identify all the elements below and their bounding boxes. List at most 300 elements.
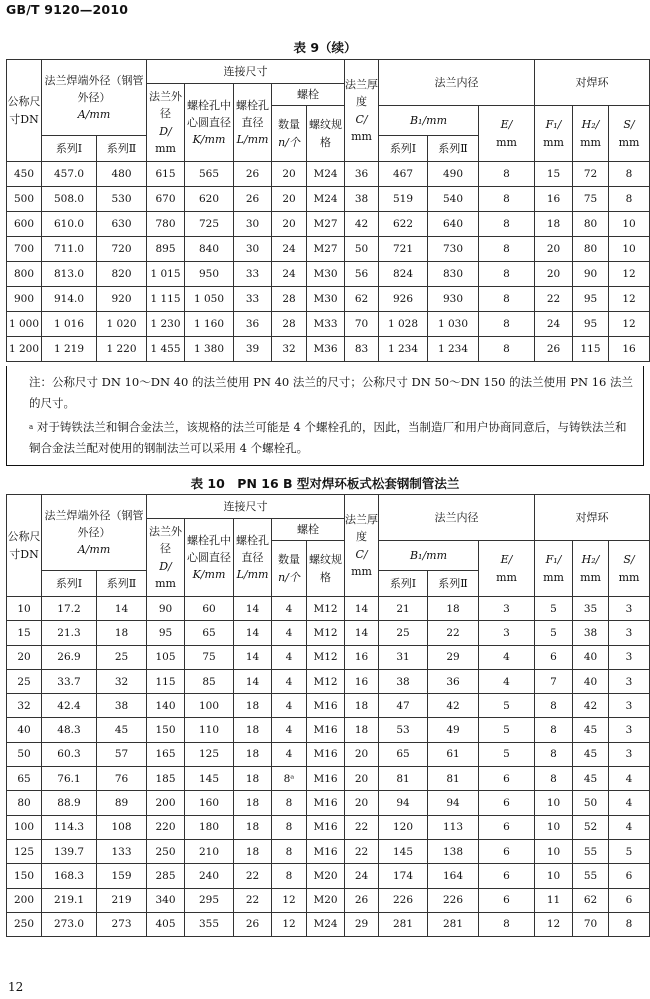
table-cell: 29	[345, 912, 379, 936]
table-cell: 120	[379, 815, 428, 839]
table-cell: 6	[479, 791, 535, 815]
s-sym: S/	[623, 553, 635, 567]
table-cell: 1 115	[147, 287, 185, 312]
table-cell: 25	[7, 669, 42, 693]
table-cell: 150	[147, 718, 185, 742]
table-cell: 1 030	[428, 312, 479, 337]
table-cell: 185	[147, 767, 185, 791]
table-cell: 220	[147, 815, 185, 839]
s-unit: mm	[618, 135, 640, 149]
dn-header: 公称尺寸DN	[7, 60, 42, 162]
table-cell: 8	[272, 839, 307, 863]
table-cell: 14	[234, 621, 272, 645]
table-cell: 3	[479, 621, 535, 645]
table-cell: 295	[185, 888, 234, 912]
table-row	[7, 287, 650, 312]
pipe-od-unit: A/mm	[77, 543, 111, 557]
table-cell: 18	[234, 791, 272, 815]
table-cell: 57	[97, 742, 147, 766]
table-cell: 6	[479, 767, 535, 791]
table-cell: M16	[307, 791, 345, 815]
table-cell: M12	[307, 621, 345, 645]
table-cell: 7	[535, 669, 573, 693]
table-cell: 28	[272, 312, 307, 337]
bore-header: 法兰内径	[379, 495, 535, 541]
table-cell: M33	[307, 312, 345, 337]
table-cell: 25	[379, 621, 428, 645]
thickness-sym: C/	[355, 547, 368, 561]
table-cell: 38	[97, 694, 147, 718]
e-header	[479, 541, 535, 597]
table-row	[7, 337, 650, 362]
table-cell: 273	[97, 912, 147, 936]
note-main: 注：公称尺寸 DN 10～DN 40 的法兰使用 PN 40 法兰的尺寸；公称尺寸 DN 50～DN 150 的法兰使用 PN 16 法兰的尺寸。	[29, 375, 634, 410]
table-cell: 75	[185, 645, 234, 669]
table-cell: M36	[307, 337, 345, 362]
table-cell: 3	[609, 645, 650, 669]
table-cell: 14	[345, 621, 379, 645]
table-cell: 15	[535, 162, 573, 187]
table-cell: 5	[479, 694, 535, 718]
standard-number: GB/T 9120—2010	[6, 2, 129, 17]
table-cell: 42	[573, 694, 609, 718]
table-cell: 76	[97, 767, 147, 791]
table-cell: 8	[272, 815, 307, 839]
table-cell: 1 200	[7, 337, 42, 362]
series-1-header: 系列Ⅰ	[42, 571, 97, 597]
table-cell: 113	[428, 815, 479, 839]
table-cell: 56	[345, 262, 379, 287]
footnote-text: 对于铸铁法兰和铜合金法兰，该规格的法兰可能是 4 个螺栓孔的，因此，当制造厂和用户协商同意后，与铸铁法兰和铜合金法兰配对使用的钢制法兰可以采用 4 个螺栓孔。	[29, 420, 627, 455]
table-cell: 10	[535, 791, 573, 815]
f-unit: mm	[543, 570, 564, 584]
table-cell: 219.1	[42, 888, 97, 912]
table-cell: M24	[307, 912, 345, 936]
table-cell: 20	[272, 162, 307, 187]
ring-header: 对焊环	[535, 495, 650, 541]
table-cell: 457.0	[42, 162, 97, 187]
bolt-circle-label: 螺栓孔中心圆直径	[187, 98, 231, 129]
table-cell: 12	[609, 262, 650, 287]
table-cell: 8	[609, 162, 650, 187]
table-cell: 85	[185, 669, 234, 693]
table-cell: 53	[379, 718, 428, 742]
table-cell: 49	[428, 718, 479, 742]
thickness-header	[345, 60, 379, 162]
table-row	[7, 742, 650, 766]
table-9-body	[7, 162, 650, 362]
table-cell: 8	[479, 212, 535, 237]
table-10-caption: 表 10 PN 16 B 型对焊环板式松套钢制管法兰	[190, 476, 460, 491]
table-cell: 70	[573, 912, 609, 936]
table-cell: 94	[379, 791, 428, 815]
table-cell: 89	[97, 791, 147, 815]
table-cell: 165	[147, 742, 185, 766]
flange-od-header	[147, 84, 185, 162]
h-sym: H₂/	[581, 553, 600, 567]
table-row	[7, 312, 650, 337]
table-cell: 26	[234, 187, 272, 212]
bolt-hole-sym: L/mm	[236, 568, 269, 582]
table-cell: 80	[573, 237, 609, 262]
table-row	[7, 839, 650, 863]
bore-series-2-header: 系列Ⅱ	[428, 136, 479, 162]
table-cell: 65	[7, 767, 42, 791]
table-cell: M27	[307, 237, 345, 262]
table-cell: 80	[573, 212, 609, 237]
table-cell: 600	[7, 212, 42, 237]
table-cell: 12	[609, 287, 650, 312]
table-10	[6, 494, 650, 937]
table-cell: 31	[379, 645, 428, 669]
bolt-hole-header	[234, 84, 272, 162]
table-cell: 24	[272, 262, 307, 287]
table-cell: 8	[479, 162, 535, 187]
table-row	[7, 187, 650, 212]
table-cell: 5	[535, 597, 573, 621]
table-cell: 14	[234, 597, 272, 621]
table-cell: 4	[272, 645, 307, 669]
bolt-hole-header	[234, 519, 272, 597]
table-cell: 174	[379, 864, 428, 888]
table-cell: 164	[428, 864, 479, 888]
table-cell: 3	[609, 694, 650, 718]
table-row	[7, 162, 650, 187]
table-cell: 226	[379, 888, 428, 912]
table-cell: 145	[185, 767, 234, 791]
table-cell: 450	[7, 162, 42, 187]
bolt-hole-label: 螺栓孔直径	[236, 98, 269, 129]
table-cell: 8	[479, 912, 535, 936]
table-cell: 39	[234, 337, 272, 362]
table-row	[7, 718, 650, 742]
table-cell: 200	[147, 791, 185, 815]
table-cell: 26.9	[42, 645, 97, 669]
table-cell: 8	[535, 767, 573, 791]
table-cell: 139.7	[42, 839, 97, 863]
table-cell: 1 160	[185, 312, 234, 337]
pipe-od-label: 法兰焊端外径（钢管外径）	[44, 508, 144, 539]
table-9-notes	[6, 366, 644, 466]
table-cell: 42	[428, 694, 479, 718]
table-cell: 4	[272, 742, 307, 766]
table-cell: 40	[573, 645, 609, 669]
table-cell: 720	[97, 237, 147, 262]
table-cell: 90	[573, 262, 609, 287]
table-cell: 14	[97, 597, 147, 621]
table-cell: 108	[97, 815, 147, 839]
table-cell: M12	[307, 669, 345, 693]
table-row	[7, 597, 650, 621]
table-cell: 20	[272, 212, 307, 237]
table-cell: 3	[609, 718, 650, 742]
table-cell: 159	[97, 864, 147, 888]
table-cell: 6	[479, 815, 535, 839]
table-cell: 830	[428, 262, 479, 287]
table-cell: 4	[272, 718, 307, 742]
table-cell: 47	[379, 694, 428, 718]
table-cell: 145	[379, 839, 428, 863]
table-cell: 640	[428, 212, 479, 237]
e-sym: E/	[500, 553, 513, 567]
table-cell: 28	[272, 287, 307, 312]
table-cell: 81	[428, 767, 479, 791]
table-cell: 620	[185, 187, 234, 212]
table-cell: 226	[428, 888, 479, 912]
table-cell: 10	[535, 864, 573, 888]
qty-sym: n/个	[278, 135, 300, 149]
table-cell: 3	[609, 597, 650, 621]
table-cell: 22	[234, 864, 272, 888]
table-cell: 42	[345, 212, 379, 237]
table-cell: 8	[535, 694, 573, 718]
table-cell: 18	[234, 839, 272, 863]
table-cell: 8	[479, 262, 535, 287]
table-cell: 76.1	[42, 767, 97, 791]
table-cell: M24	[307, 162, 345, 187]
thickness-label: 法兰厚度	[345, 513, 378, 544]
table-cell: 33.7	[42, 669, 97, 693]
table-cell: 1 230	[147, 312, 185, 337]
table-cell: 16	[535, 187, 573, 212]
table-cell: 4	[609, 815, 650, 839]
f-sym: F₁/	[545, 553, 562, 567]
table-cell: M16	[307, 815, 345, 839]
table-cell: 219	[97, 888, 147, 912]
table-cell: 8	[535, 742, 573, 766]
f-unit: mm	[543, 135, 564, 149]
bore-sym: B₁/mm	[409, 113, 448, 127]
table-cell: 519	[379, 187, 428, 212]
table-cell: 18	[345, 694, 379, 718]
table-cell: 61	[428, 742, 479, 766]
table-cell: 622	[379, 212, 428, 237]
table-cell: 3	[609, 621, 650, 645]
table-cell: M24	[307, 187, 345, 212]
table-cell: 95	[147, 621, 185, 645]
table-cell: 32	[97, 669, 147, 693]
pipe-od-header	[42, 60, 147, 136]
e-header	[479, 106, 535, 162]
table-cell: 24	[272, 237, 307, 262]
table-row	[7, 864, 650, 888]
table-cell: 14	[234, 669, 272, 693]
bore-header: 法兰内径	[379, 60, 535, 106]
bore-series-2-header: 系列Ⅱ	[428, 571, 479, 597]
flange-od-label: 法兰外径	[149, 525, 182, 556]
table-cell: 81	[379, 767, 428, 791]
table-cell: 1 020	[97, 312, 147, 337]
ring-header: 对焊环	[535, 60, 650, 106]
table-cell: 45	[573, 718, 609, 742]
table-cell: 36	[428, 669, 479, 693]
table-cell: 114.3	[42, 815, 97, 839]
table-cell: 610.0	[42, 212, 97, 237]
table-cell: 36	[345, 162, 379, 187]
table-cell: 18	[234, 718, 272, 742]
table-cell: 125	[7, 839, 42, 863]
thread-header: 螺纹规格	[307, 106, 345, 162]
bolt-circle-header	[185, 84, 234, 162]
table-cell: 813.0	[42, 262, 97, 287]
f-header	[535, 541, 573, 597]
table-row	[7, 669, 650, 693]
table-cell: 200	[7, 888, 42, 912]
bolt-header: 螺栓	[272, 519, 345, 541]
table-cell: 630	[97, 212, 147, 237]
table-cell: 895	[147, 237, 185, 262]
table-cell: 88.9	[42, 791, 97, 815]
table-cell: 60.3	[42, 742, 97, 766]
table-cell: 1 455	[147, 337, 185, 362]
table-cell: 914.0	[42, 287, 97, 312]
table-cell: M16	[307, 694, 345, 718]
table-cell: 250	[147, 839, 185, 863]
bolt-circle-header	[185, 519, 234, 597]
table-cell: 70	[345, 312, 379, 337]
table-cell: 8	[479, 312, 535, 337]
table-cell: 615	[147, 162, 185, 187]
table-cell: 24	[345, 864, 379, 888]
table-cell: 730	[428, 237, 479, 262]
table-cell: 72	[573, 162, 609, 187]
table-cell: 240	[185, 864, 234, 888]
s-unit: mm	[618, 570, 640, 584]
table-cell: 12	[535, 912, 573, 936]
table-cell: 1 028	[379, 312, 428, 337]
table-cell: 250	[7, 912, 42, 936]
table-cell: 3	[609, 669, 650, 693]
table-cell: 930	[428, 287, 479, 312]
table-cell: 490	[428, 162, 479, 187]
table-row	[7, 815, 650, 839]
table-cell: 18	[97, 621, 147, 645]
f-header	[535, 106, 573, 162]
table-cell: 355	[185, 912, 234, 936]
table-cell: 6	[609, 888, 650, 912]
table-cell: M16	[307, 718, 345, 742]
table-cell: M30	[307, 262, 345, 287]
table-cell: M16	[307, 839, 345, 863]
table-cell: 11	[535, 888, 573, 912]
table-cell: 50	[345, 237, 379, 262]
bolt-header: 螺栓	[272, 84, 345, 106]
qty-header	[272, 541, 307, 597]
table-cell: 10	[609, 237, 650, 262]
table-cell: 1 234	[379, 337, 428, 362]
table-row	[7, 791, 650, 815]
thickness-header	[345, 495, 379, 597]
table-cell: 10	[535, 839, 573, 863]
table-cell: 62	[573, 888, 609, 912]
table-cell: 14	[234, 645, 272, 669]
flange-od-label: 法兰外径	[149, 90, 182, 121]
h-sym: H₂/	[581, 118, 600, 132]
table-cell: 140	[147, 694, 185, 718]
thickness-unit: mm	[351, 129, 372, 143]
table-cell: 65	[185, 621, 234, 645]
table-cell: 285	[147, 864, 185, 888]
table-row	[7, 237, 650, 262]
table-cell: 45	[573, 767, 609, 791]
table-cell: 467	[379, 162, 428, 187]
table-cell: 12	[609, 312, 650, 337]
dn-header: 公称尺寸DN	[7, 495, 42, 597]
f-sym: F₁/	[545, 118, 562, 132]
table-cell: 50	[7, 742, 42, 766]
table-cell: 8	[535, 718, 573, 742]
table-cell: 8ᵃ	[272, 767, 307, 791]
h-header	[573, 541, 609, 597]
series-1-header: 系列Ⅰ	[42, 136, 97, 162]
table-cell: 405	[147, 912, 185, 936]
s-header	[609, 106, 650, 162]
bolt-hole-label: 螺栓孔直径	[236, 533, 269, 564]
table-cell: 340	[147, 888, 185, 912]
table-cell: 115	[147, 669, 185, 693]
table-cell: 33	[234, 262, 272, 287]
table-cell: 8	[609, 912, 650, 936]
table-cell: 4	[609, 791, 650, 815]
table-10-body	[7, 597, 650, 937]
table-cell: 5	[479, 742, 535, 766]
table-cell: 6	[479, 888, 535, 912]
flange-od-sym: D/	[159, 559, 172, 573]
table-cell: 8	[479, 337, 535, 362]
table-cell: 168.3	[42, 864, 97, 888]
series-2-header: 系列Ⅱ	[97, 136, 147, 162]
table-cell: 1 220	[97, 337, 147, 362]
bore-sym-header	[379, 106, 479, 136]
qty-sym: n/个	[278, 570, 300, 584]
table-cell: 540	[428, 187, 479, 212]
table-cell: 281	[428, 912, 479, 936]
table-cell: 150	[7, 864, 42, 888]
table-cell: 52	[573, 815, 609, 839]
table-cell: 4	[272, 694, 307, 718]
table-cell: 17.2	[42, 597, 97, 621]
table-cell: 35	[573, 597, 609, 621]
table-cell: 110	[185, 718, 234, 742]
table-cell: 508.0	[42, 187, 97, 212]
table-row	[7, 888, 650, 912]
table-cell: 18	[345, 718, 379, 742]
table-row	[7, 212, 650, 237]
table-cell: 29	[428, 645, 479, 669]
table-cell: 4	[479, 645, 535, 669]
table-cell: 95	[573, 287, 609, 312]
bore-series-1-header: 系列Ⅰ	[379, 136, 428, 162]
table-cell: 3	[479, 597, 535, 621]
thickness-unit: mm	[351, 564, 372, 578]
table-cell: 20	[345, 791, 379, 815]
table-cell: 8	[609, 187, 650, 212]
bolt-circle-label: 螺栓孔中心圆直径	[187, 533, 231, 564]
table-cell: 711.0	[42, 237, 97, 262]
table-cell: 80	[7, 791, 42, 815]
table-cell: 32	[272, 337, 307, 362]
e-unit: mm	[496, 570, 517, 584]
h-unit: mm	[580, 570, 601, 584]
table-cell: 83	[345, 337, 379, 362]
table-cell: 8	[479, 187, 535, 212]
e-unit: mm	[496, 135, 517, 149]
table-cell: 700	[7, 237, 42, 262]
table-cell: 26	[345, 888, 379, 912]
footnote	[29, 417, 635, 459]
table-row	[7, 621, 650, 645]
table-cell: 500	[7, 187, 42, 212]
